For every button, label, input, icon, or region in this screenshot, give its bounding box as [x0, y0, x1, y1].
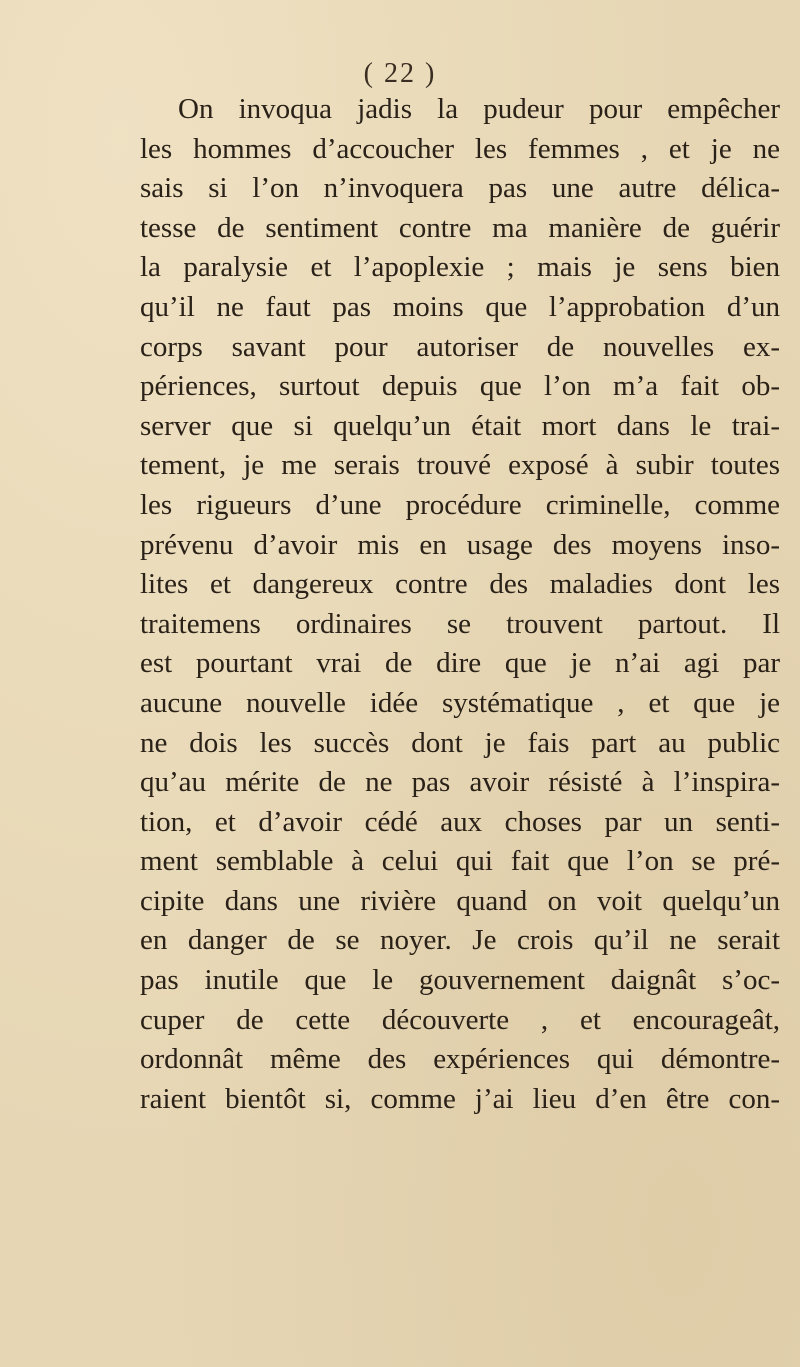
text-line: aucune nouvelle idée systématique , et que je	[140, 686, 780, 719]
text-line: tion, et d’avoir cédé aux choses par un senti-	[140, 805, 780, 838]
text-line: les hommes d’accoucher les femmes , et je ne	[140, 132, 780, 165]
text-line: qu’au mérite de ne pas avoir résisté à l’inspira-	[140, 766, 780, 799]
text-line: cipite dans une rivière quand on voit quelqu’un	[140, 884, 780, 917]
text-line: server que si quelqu’un était mort dans le trai-	[140, 409, 780, 442]
text-line: la paralysie et l’apoplexie ; mais je sens bien	[140, 251, 780, 284]
text-line: On invoqua jadis la pudeur pour empêcher	[178, 93, 780, 125]
text-line: pas inutile que le gouvernement daignât s’oc-	[140, 964, 780, 997]
text-line: cuper de cette découverte , et encourageât,	[140, 1003, 780, 1036]
body-text	[140, 90, 780, 1119]
text-line: en danger de se noyer. Je crois qu’il ne serait	[140, 924, 780, 957]
text-line: ment semblable à celui qui fait que l’on se pré-	[140, 845, 780, 878]
text-line: périences, surtout depuis que l’on m’a fait ob-	[140, 370, 780, 403]
text-line: corps savant pour autoriser de nouvelles ex-	[140, 330, 780, 363]
text-line: ne dois les succès dont je fais part au public	[140, 726, 780, 759]
text-line: tement, je me serais trouvé exposé à subir toutes	[140, 449, 780, 482]
text-line: ordonnât même des expériences qui démontre-	[140, 1043, 780, 1076]
text-line: tesse de sentiment contre ma manière de guérir	[140, 211, 780, 244]
text-line: sais si l’on n’invoquera pas une autre délica-	[140, 172, 780, 205]
text-line: est pourtant vrai de dire que je n’ai agi par	[140, 647, 780, 680]
text-line: traitemens ordinaires se trouvent partout. Il	[140, 607, 780, 640]
text-line: lites et dangereux contre des maladies dont les	[140, 568, 780, 601]
text-line: les rigueurs d’une procédure criminelle, comme	[140, 488, 780, 521]
page-number: ( 22 )	[363, 58, 437, 89]
text-line: raient bientôt si, comme j’ai lieu d’en être con-	[140, 1082, 780, 1115]
text-line: prévenu d’avoir mis en usage des moyens inso-	[140, 528, 780, 561]
text-line: qu’il ne faut pas moins que l’approbation d’un	[140, 290, 780, 323]
